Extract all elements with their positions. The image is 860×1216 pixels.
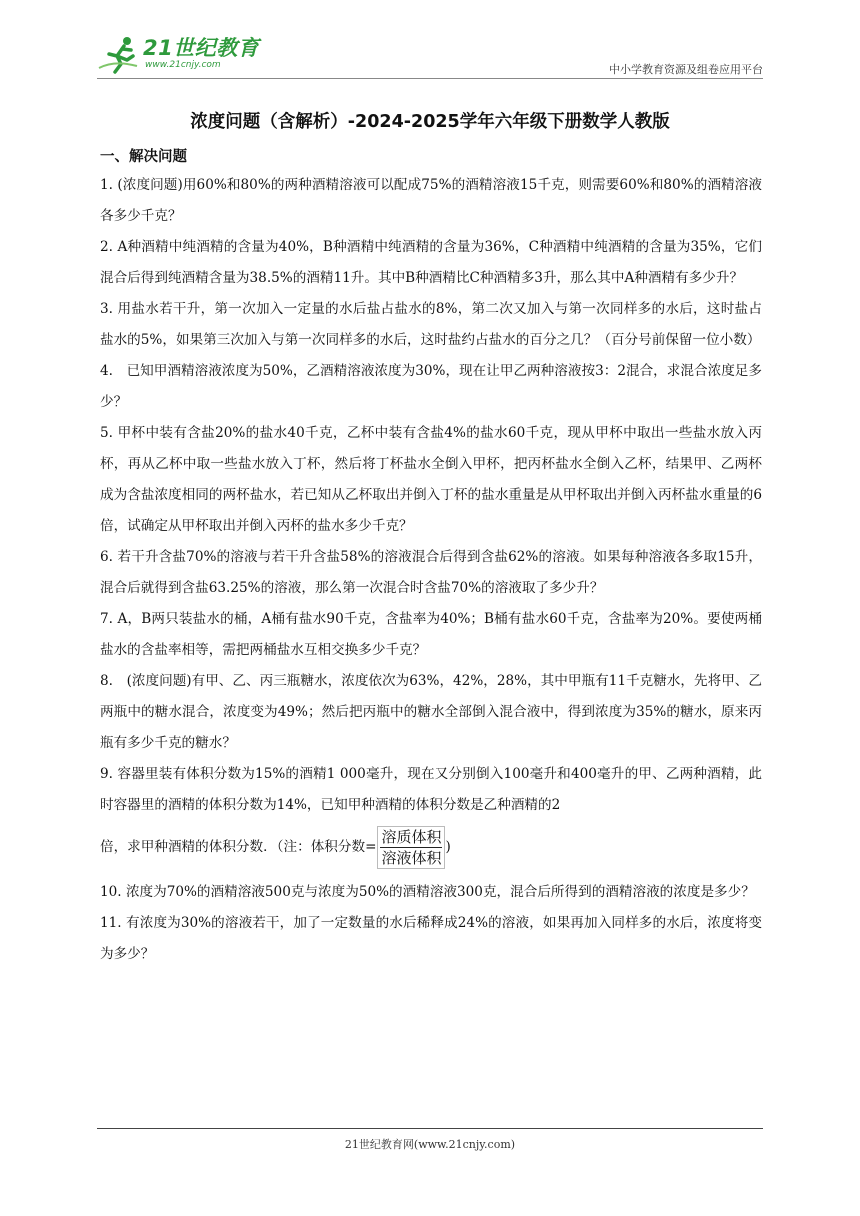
question-5: 5. 甲杯中装有含盐20%的盐水40千克，乙杯中装有含盐4%的盐水60千克，现从甲杯中取出一些盐水放入丙杯，再从乙杯中取一些盐水放入丁杯，然后将丁杯盐水全倒入甲杯，把丙杯盐水全倒入乙杯，结果甲、乙两杯成为含盐浓度相同的两杯盐水，若已知从乙杯取出并倒入丁杯的盐水重量是从甲杯取出并倒入丙杯盐水重量的6倍，试确定从甲杯取出并倒入丙杯的盐水多少千克？ bbox=[100, 425, 762, 534]
question-list bbox=[100, 170, 762, 970]
question-9: 9. 容器里装有体积分数为15%的酒精1 000毫升，现在又分别倒入100毫升和400毫升的甲、乙两种酒精，此时容器里的酒精的体积分数为14%，已知甲种酒精的体积分数是乙种酒精的2 bbox=[100, 766, 762, 813]
page-header bbox=[97, 34, 763, 78]
footer-text[interactable]: 21世纪教育网(www.21cnjy.com) bbox=[344, 1138, 516, 1151]
section-heading: 一、解决问题 bbox=[100, 149, 187, 165]
question-3: 3. 用盐水若干升，第一次加入一定量的水后盐占盐水的8%，第二次又加入与第一次同样多的水后，这时盐占盐水的5%，如果第三次加入与第一次同样多的水后，这时盐约占盐水的百分之几？（百分号前保留一位小数） bbox=[100, 301, 762, 348]
runner-logo-icon bbox=[97, 34, 141, 74]
document-title: 浓度问题（含解析）-2024-2025学年六年级下册数学人教版 bbox=[190, 112, 670, 132]
logo-title: 21世纪教育 bbox=[143, 36, 260, 60]
question-1: 1. (浓度问题)用60%和80%的两种酒精溶液可以配成75%的酒精溶液15千克，则需要60%和80%的酒精溶液各多少千克？ bbox=[100, 177, 762, 224]
question-9-close-paren: ) bbox=[445, 838, 451, 855]
logo-url: www.21cnjy.com bbox=[145, 60, 221, 70]
question-2: 2. A种酒精中纯酒精的含量为40%，B种酒精中纯酒精的含量为36%，C种酒精中纯酒精的含量为35%，它们混合后得到纯酒精含量为38.5%的酒精11升。其中B种酒精比C种酒精多3升，那么其中A种酒精有多少升？ bbox=[100, 239, 762, 286]
question-11: 11. 有浓度为30%的溶液若干，加了一定数量的水后稀释成24%的溶液，如果再加入同样多的水后，浓度将变为多少？ bbox=[100, 915, 762, 962]
fraction-denominator: 溶液体积 bbox=[381, 848, 442, 867]
question-9-formula-line bbox=[100, 823, 762, 871]
footer-divider bbox=[97, 1128, 763, 1129]
question-7: 7. A，B两只装盐水的桶，A桶有盐水90千克，含盐率为40%；B桶有盐水60千克，含盐率为20%。要使两桶盐水的含盐率相等，需把两桶盐水互相交换多少千克？ bbox=[100, 611, 762, 658]
question-10: 10. 浓度为70%的酒精溶液500克与浓度为50%的酒精溶液300克，混合后所得到的酒精溶液的浓度是多少？ bbox=[100, 884, 755, 900]
question-8: 8. (浓度问题)有甲、乙、丙三瓶糖水，浓度依次为63%，42%，28%，其中甲瓶有11千克糖水，先将甲、乙两瓶中的糖水混合，浓度变为49%；然后把丙瓶中的糖水全部倒入混合液中，得到浓度为35%的糖水，原来丙瓶有多少千克的糖水？ bbox=[100, 673, 762, 751]
question-4: 4. 已知甲酒精溶液浓度为50%，乙酒精溶液浓度为30%，现在让甲乙两种溶液按3：2混合，求混合浓度足多少？ bbox=[100, 363, 762, 410]
header-divider bbox=[97, 78, 763, 79]
question-9-tail: 倍，求甲种酒精的体积分数．（注：体积分数= bbox=[100, 838, 377, 855]
question-6: 6. 若干升含盐70%的溶液与若干升含盐58%的溶液混合后得到含盐62%的溶液。如果每种溶液各多取15升，混合后就得到含盐63.25%的溶液，那么第一次混合时含盐70%的溶液取了多少升？ bbox=[100, 549, 762, 596]
fraction-numerator: 溶质体积 bbox=[381, 827, 442, 846]
volume-fraction-formula bbox=[377, 826, 445, 869]
platform-name: 中小学教育资源及组卷应用平台 bbox=[609, 63, 763, 76]
site-logo[interactable] bbox=[97, 34, 259, 74]
